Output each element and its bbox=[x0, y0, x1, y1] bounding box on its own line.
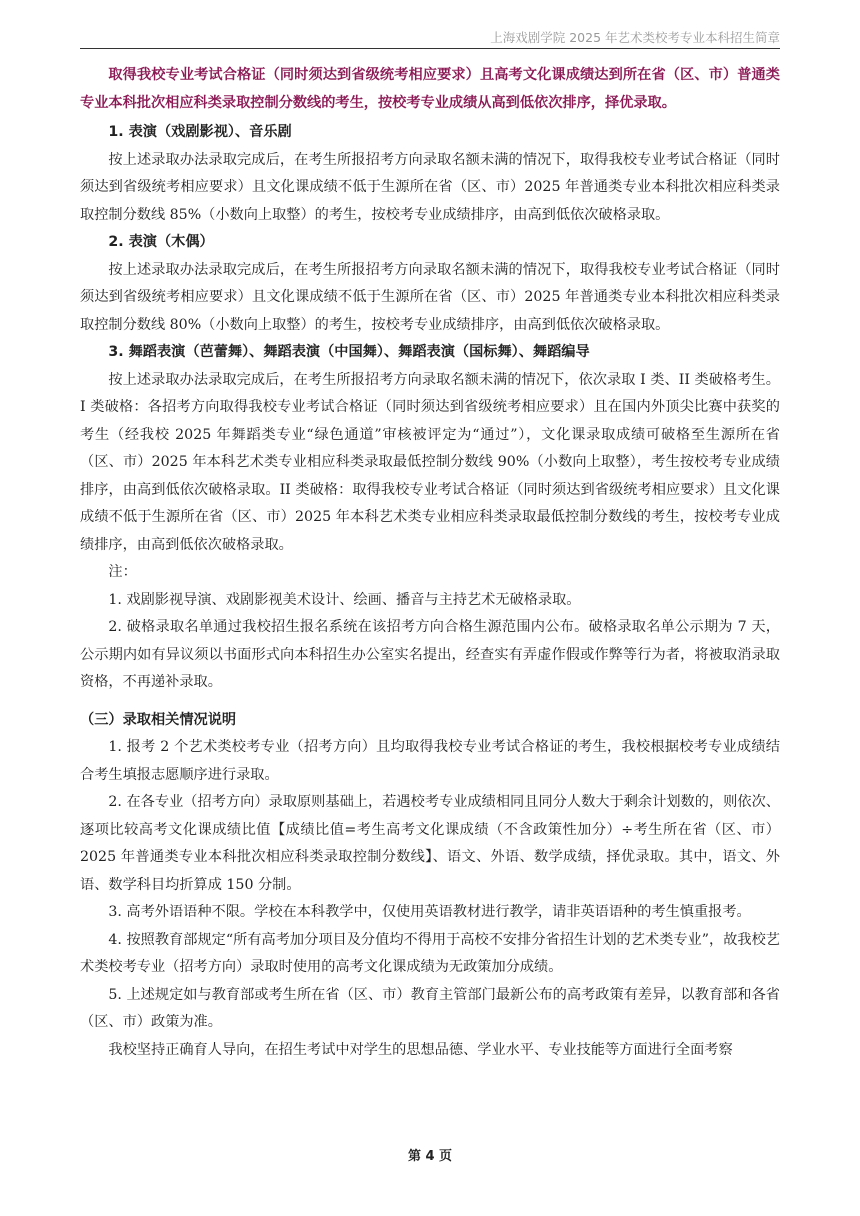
section-item-1: 1. 报考 2 个艺术类校考专业（招考方向）且均取得我校专业考试合格证的考生，我校根据校考专业成绩结合考生填报志愿顺序进行录取。 bbox=[80, 739, 780, 783]
item-2-heading: 2. 表演（木偶） bbox=[108, 234, 214, 250]
closing-paragraph: 我校坚持正确育人导向，在招生考试中对学生的思想品德、学业水平、专业技能等方面进行全面考察 bbox=[108, 1041, 733, 1058]
section-item-2: 2. 在各专业（招考方向）录取原则基础上，若遇校考专业成绩相同且同分人数大于剩余计划数的，则依次、逐项比较高考文化课成绩比值【成绩比值=考生高考文化课成绩（不含政策性加分）÷考生所在省（区、市）2025 年普通类专业本科批次相应科类录取控制分数线】、语文、外语、数学成绩，择优录取。其中，语文、外语、数学科目均折算成 150 分制。 bbox=[80, 794, 780, 893]
note-item-1: 1. 戏剧影视导演、戏剧影视美术设计、绘画、播音与主持艺术无破格录取。 bbox=[108, 591, 581, 608]
lead-paragraph: 取得我校专业考试合格证（同时须达到省级统考相应要求）且高考文化课成绩达到所在省（区、市）普通类专业本科批次相应科类录取控制分数线的考生，按校考专业成绩从高到低依次排序，择优录取。 bbox=[80, 67, 780, 111]
item-1-body: 按上述录取办法录取完成后，在考生所报招考方向录取名额未满的情况下，取得我校专业考试合格证（同时须达到省级统考相应要求）且文化课成绩不低于生源所在省（区、市）2025 年普通类专业本科批次相应科类录取控制分数线 85%（小数向上取整）的考生，按校考专业成绩排序，由高到低依次破格录取。 bbox=[80, 151, 780, 223]
page-number: 第 4 页 bbox=[407, 1149, 453, 1164]
page-header bbox=[80, 30, 780, 49]
item-1-heading: 1. 表演（戏剧影视）、音乐剧 bbox=[108, 124, 292, 140]
section-item-3: 3. 高考外语语种不限。学校在本科教学中，仅使用英语教材进行教学，请非英语语种的考生慎重报考。 bbox=[108, 904, 751, 920]
item-3-body: 按上述录取办法录取完成后，在考生所报招考方向录取名额未满的情况下，依次录取 I 类、II 类破格考生。I 类破格：各招考方向取得我校专业考试合格证（同时须达到省级统考相应要求）且在国内外顶尖比赛中获奖的考生（经我校 2025 年舞蹈类专业“绿色通道”审核被评定为“通过”），文化课录取成绩可破格至生源所在省（区、市）2025 年本科艺术类专业相应科类录取最低控制分数线 90%（小数向上取整），考生按校考专业成绩排序，由高到低依次破格录取。II 类破格：取得我校专业考试合格证（同时须达到省级统考相应要求）且文化课成绩不低于生源所在省（区、市）2025 年本科艺术类专业相应科类录取最低控制分数线的考生，按校考专业成绩排序，由高到低依次破格录取。 bbox=[80, 371, 780, 553]
section-item-4: 4. 按照教育部规定“所有高考加分项目及分值均不得用于高校不安排分省招生计划的艺术类专业”，故我校艺术类校考专业（招考方向）录取时使用的高考文化课成绩为无政策加分成绩。 bbox=[80, 931, 780, 975]
document-body bbox=[80, 62, 780, 1064]
note-label: 注： bbox=[108, 564, 137, 580]
header-title: 上海戏剧学院 2025 年艺术类校考专业本科招生简章 bbox=[490, 30, 780, 45]
item-2-body: 按上述录取办法录取完成后，在考生所报招考方向录取名额未满的情况下，取得我校专业考试合格证（同时须达到省级统考相应要求）且文化课成绩不低于生源所在省（区、市）2025 年普通类专业本科批次相应科类录取控制分数线 80%（小数向上取整）的考生，按校考专业成绩排序，由高到低依次破格录取。 bbox=[80, 261, 780, 333]
section-item-5: 5. 上述规定如与教育部或考生所在省（区、市）教育主管部门最新公布的高考政策有差异，以教育部和各省（区、市）政策为准。 bbox=[80, 986, 780, 1030]
item-3-heading: 3. 舞蹈表演（芭蕾舞）、舞蹈表演（中国舞）、舞蹈表演（国标舞）、舞蹈编导 bbox=[108, 344, 590, 360]
section-title: （三）录取相关情况说明 bbox=[80, 711, 237, 728]
note-item-2: 2. 破格录取名单通过我校招生报名系统在该招考方向合格生源范围内公布。破格录取名单公示期为 7 天，公示期内如有异议须以书面形式向本科招生办公室实名提出，经查实有弄虚作假或作弊等行为者，将被取消录取资格，不再递补录取。 bbox=[80, 619, 780, 690]
